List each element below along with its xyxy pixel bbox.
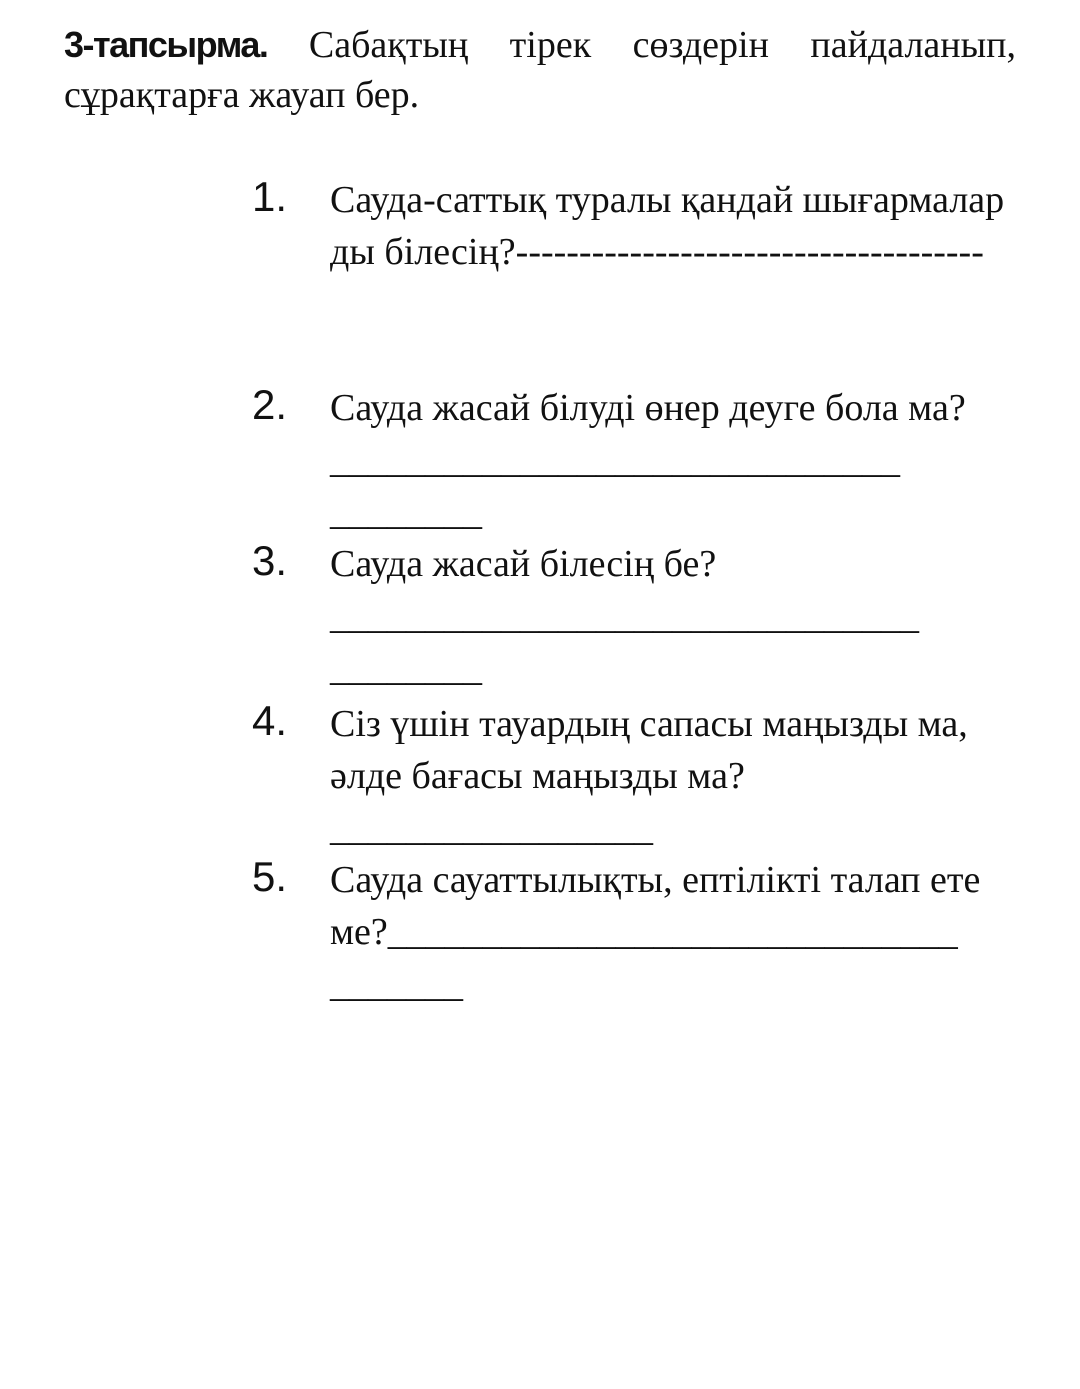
- question-number: 2.: [252, 381, 288, 428]
- question-text: Сауда-саттық туралы қандай шығармаларды білесің?-------------------------------------: [330, 179, 1005, 273]
- question-item: [252, 382, 1032, 538]
- question-item: [252, 854, 1032, 1062]
- question-text: Сауда жасай білесің бе?_______________________________ ________: [330, 543, 919, 689]
- question-number: 5.: [252, 853, 288, 900]
- task-instruction: Сабақтың тірек сөздерін пайдаланып, сұрақтарға жауап бер.: [64, 24, 1017, 116]
- question-text: Сауда сауаттылықты, ептілікті талап ете ме?______________________________ _______: [330, 859, 981, 1005]
- task-label: 3-тапсырма.: [64, 24, 268, 65]
- question-item: [252, 698, 1032, 854]
- question-item: [252, 174, 1032, 382]
- question-text: Сауда жасай білуді өнер деуге бола ма?______________________________ ________: [330, 387, 966, 533]
- question-text: Сіз үшін тауардың сапасы маңызды ма, әлде бағасы маңызды ма?_________________: [330, 703, 968, 849]
- question-number: 3.: [252, 537, 288, 584]
- question-number: 1.: [252, 173, 288, 220]
- question-list: [252, 174, 1032, 1062]
- task-header: [64, 20, 1016, 120]
- question-number: 4.: [252, 697, 288, 744]
- question-item: [252, 538, 1032, 698]
